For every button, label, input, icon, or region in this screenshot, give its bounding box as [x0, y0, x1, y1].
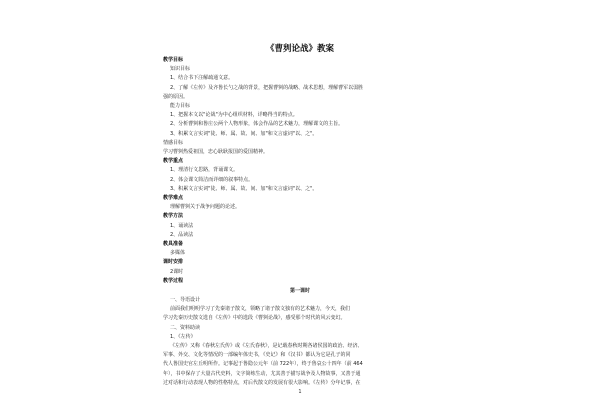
text-line: 1、理清行文思路，背诵课文。 — [170, 167, 239, 174]
text-line: 一、导语设计 — [170, 297, 201, 303]
text-line: 2、了解《左传》及齐鲁长勺之战的背景，把握曹刿的战略、战术思想，理解曹军以弱胜 — [170, 84, 364, 91]
text-line: 1、结合书下注解疏通文意。 — [170, 75, 234, 82]
section-heading: 教学目标 — [163, 57, 184, 63]
text-line: 3、积累文言实词"徒、师、属、故、间、加"和文言虚词"以、之"。 — [170, 185, 318, 192]
section-heading: 教学重点 — [163, 158, 184, 165]
text-line: 1、《左传》 — [170, 333, 196, 340]
section-heading: 教学过程 — [163, 277, 184, 284]
section-heading: 教学难点 — [163, 195, 184, 201]
section-heading: 课时安排 — [163, 259, 184, 266]
text-line: 2、品读法 — [170, 231, 194, 238]
text-line: 1、把握本文以"论战"为中心组织材料，详略得当的特点。 — [170, 112, 298, 119]
text-line: 2、分析曹刿和鲁庄公两个人物形象，体会作品的艺术魅力，理解课文的主旨。 — [170, 121, 344, 128]
text-line: 知识目标 — [170, 66, 191, 73]
text-line: 理解曹刿关于战争问题的论述。 — [170, 204, 241, 211]
text-line: 前面我们明明学习了先秦诸子散文，领略了诸子散文独有的艺术魅力，今天，我们 — [170, 306, 351, 313]
text-line: 年），书中保存了大量古代史料，文字简练生动，尤其善于描写战争及人物故事，又善于通 — [163, 370, 361, 377]
text-line: 学习先秦历史散文选自《左传》中的选段《曹刿论战》，感受那个时代的风云变幻。 — [163, 315, 346, 322]
text-line: 1、诵读法 — [170, 222, 194, 229]
section-heading: 教学方法 — [163, 213, 184, 220]
text-line: 2、体会课文简洁而详细的叙事特点。 — [170, 176, 254, 183]
text-line: 代人鲁国史官左丘明所作。记事起于鲁隐公元年（前 722年），终于鲁哀公十四年（前 464 — [163, 361, 363, 368]
document-title: 《曹刿论战》教案 — [265, 44, 334, 54]
text-line: 能力目标 — [170, 103, 191, 109]
section-heading: 教具准备 — [163, 241, 184, 247]
text-line: 军事、外交、文化等情况的一部编年体史书，《史记》和《汉书》都认为它是孔子的同 — [163, 352, 351, 359]
text-line: 多媒体 — [170, 250, 186, 257]
text-line: 强的原因。 — [163, 93, 189, 100]
lesson-heading: 第一课时 — [289, 288, 310, 294]
text-line: 学习曹刿热爱祖国，忠心耿耿报国的爱国精神。 — [163, 149, 269, 155]
text-line: 二、资料助读 — [170, 324, 201, 331]
page-number: 1 — [298, 389, 302, 395]
text-line: 3、积累文言实词"徒、师、属、故、间、加"和文言虚词"以、之"。 — [170, 130, 318, 137]
text-line: 2课时 — [170, 268, 184, 275]
text-line: 《左传》又称《春秋左氏传》或《左氏春秋》，是记载春秋时期各诸侯国的政治、经济、 — [170, 343, 363, 349]
text-line: 过对话和行动表现人物的性格特点，对后代散文的发展有很大影响。《左传》分年记事，在 — [163, 379, 361, 386]
text-line: 情感目标 — [163, 139, 184, 146]
